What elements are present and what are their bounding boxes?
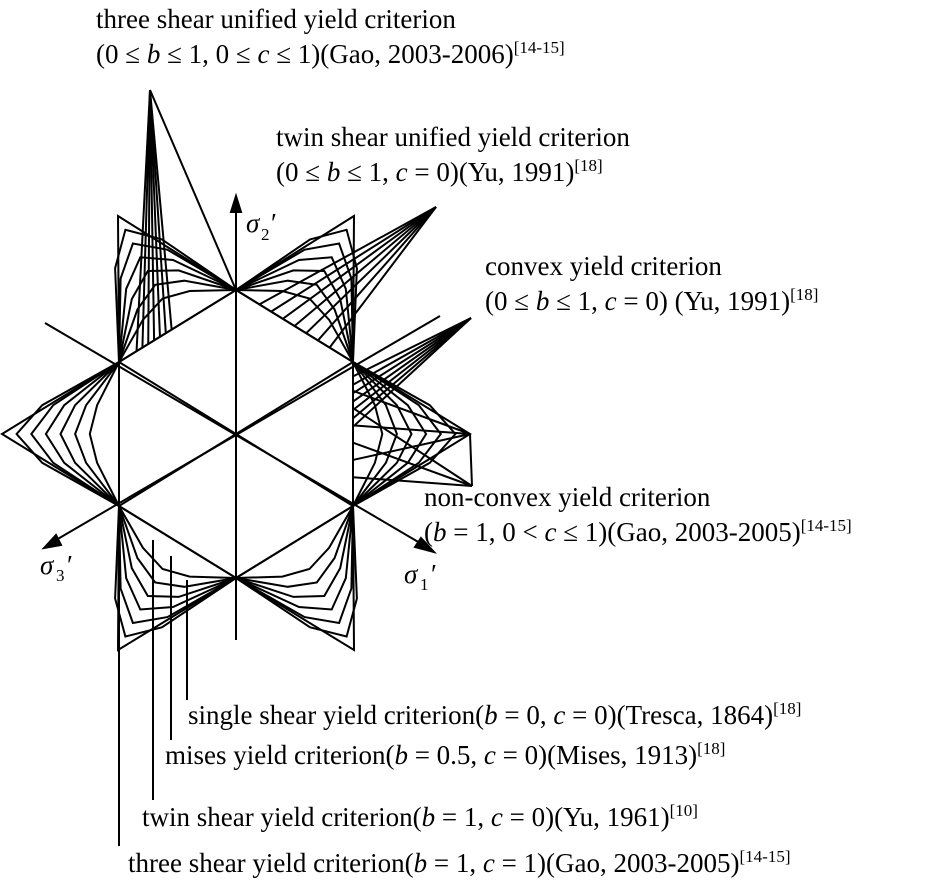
fan-line <box>306 207 436 333</box>
intermediate-profile <box>119 506 236 597</box>
three-shear-triangle <box>118 216 236 362</box>
hexagon-spoke <box>236 362 353 434</box>
label-convex: convex yield criterion (0 ≤ b ≤ 1, c = 0) (Yu, 1991)[18] <box>485 251 819 316</box>
label-three-shear-unified: three shear unified yield criterion (0 ≤ b ≤ 1, 0 ≤ c ≤ 1)(Gao, 2003-2006)[14-15] <box>96 4 565 69</box>
label-twin-shear-unified: twin shear unified yield criterion (0 ≤ b ≤ 1, c = 0)(Yu, 1991)[18] <box>276 122 630 187</box>
svg-text:σ: σ <box>40 550 54 580</box>
intermediate-profile <box>90 362 119 506</box>
label-non-convex: non-convex yield criterion (b = 1, 0 < c ≤ 1)(Gao, 2003-2005)[14-15] <box>424 482 852 547</box>
fan-line <box>295 207 437 326</box>
svg-text:1: 1 <box>420 575 429 594</box>
label-twin-shear: twin shear yield criterion(b = 1, c = 0)(Yu, 1961)[10] <box>142 801 698 832</box>
yield-locus-geometry <box>2 90 472 846</box>
svg-text:′: ′ <box>271 208 277 238</box>
hexagon-spoke <box>119 362 236 434</box>
fan-line <box>353 318 471 385</box>
svg-text:′: ′ <box>431 559 437 589</box>
label-mises: mises yield criterion(b = 0.5, c = 0)(Mises, 1913)[18] <box>165 739 726 770</box>
svg-text:′: ′ <box>67 550 73 580</box>
axis-label-sigma3 <box>40 550 73 585</box>
sigma1-axis <box>45 323 420 543</box>
non-convex-spike <box>470 434 472 486</box>
sigma2-arrow <box>231 196 241 212</box>
svg-text:σ: σ <box>246 208 260 238</box>
axis-label-sigma1 <box>404 559 437 594</box>
svg-text:2: 2 <box>261 225 270 244</box>
svg-text:σ: σ <box>404 559 418 589</box>
svg-text:3: 3 <box>56 566 65 585</box>
fan-line <box>283 207 436 319</box>
label-single-shear: single shear yield criterion(b = 0, c = 0)(Tresca, 1864)[18] <box>188 699 802 730</box>
label-three-shear: three shear yield criterion(b = 1, c = 1)(Gao, 2003-2005)[14-15] <box>128 847 791 878</box>
sigma3-arrow <box>44 535 61 548</box>
intermediate-profile <box>236 506 353 597</box>
axis-label-sigma2 <box>246 208 277 244</box>
